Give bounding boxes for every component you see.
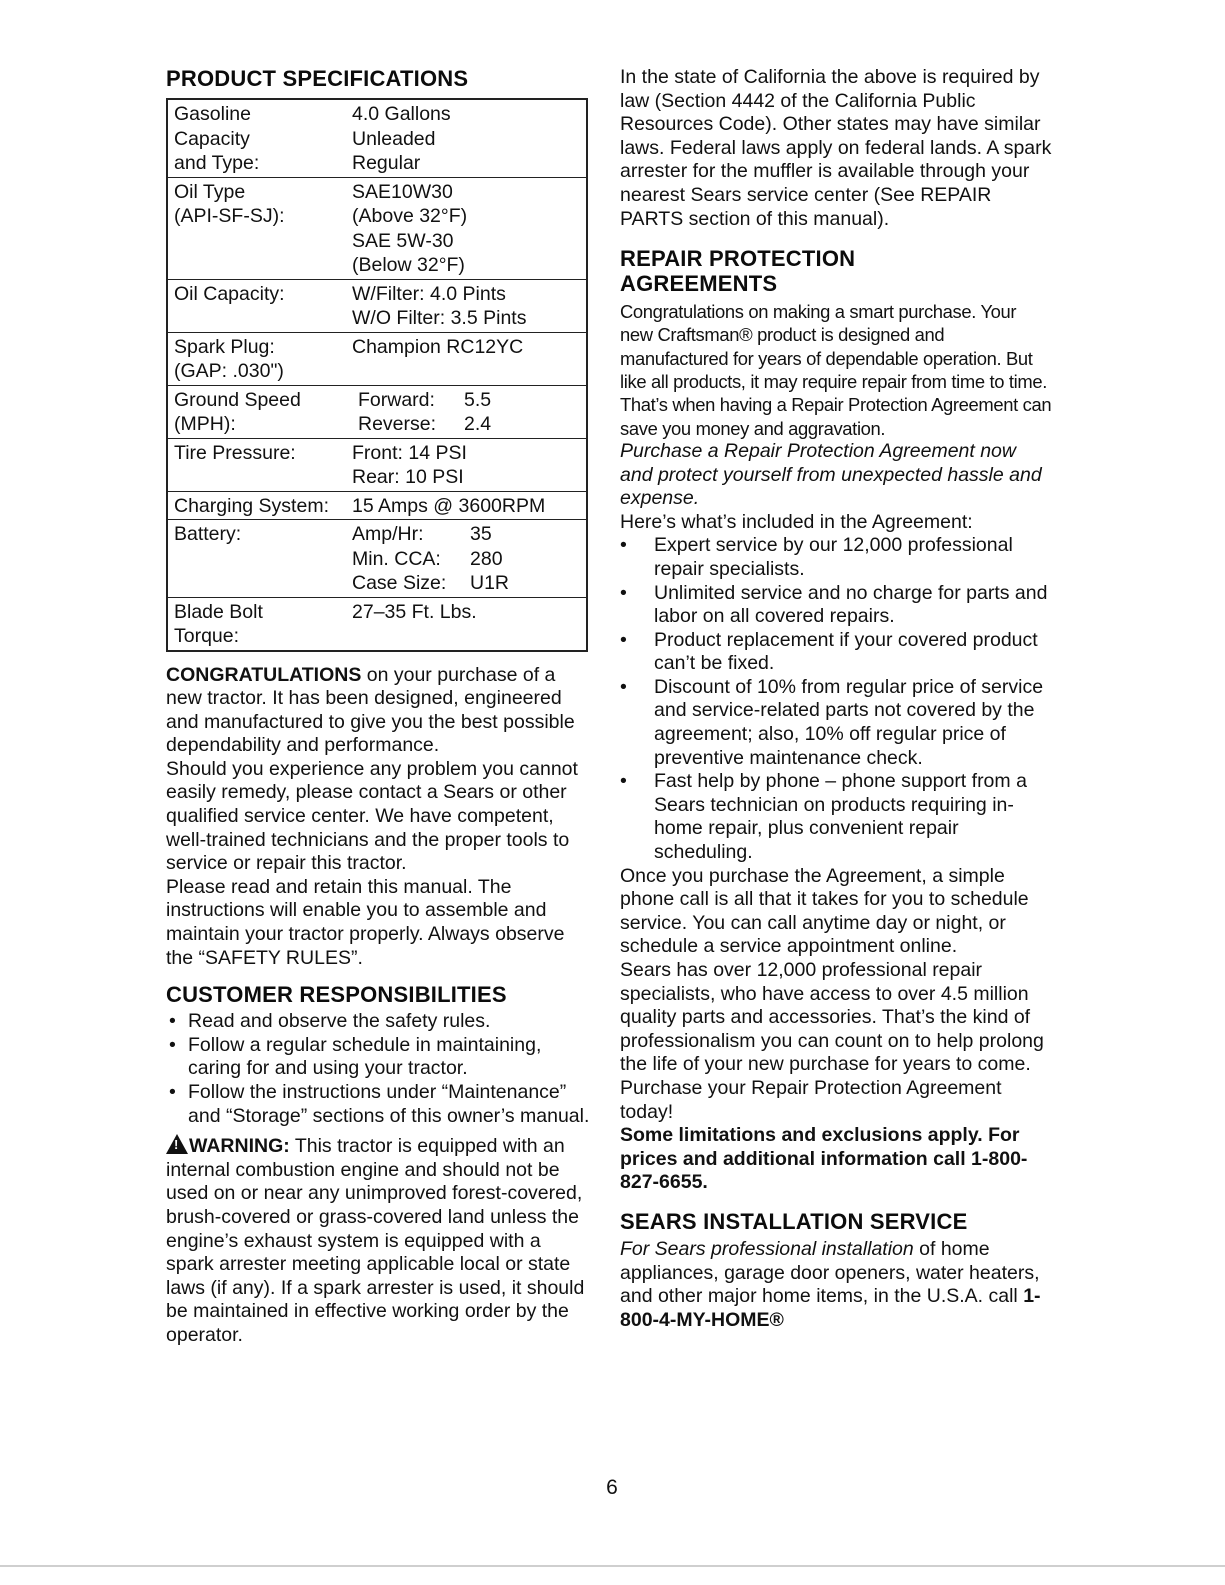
product-specifications-heading: PRODUCT SPECIFICATIONS (166, 66, 469, 91)
spec-value: W/Filter: 4.0 Pints (352, 282, 506, 305)
problem-paragraph: Should you experience any problem you cannot easily remedy, please contact a Sears or other qualified service center. We have competent, well-trained technicians and the proper tools to service or repair this tractor. (166, 757, 578, 875)
spec-value: Champion RC12YC (352, 335, 524, 358)
spec-value-cell (348, 279, 587, 332)
spec-value: Unleaded (352, 127, 436, 150)
spec-label: Ground Speed (174, 388, 301, 411)
table-row (167, 520, 587, 598)
spec-value-key: Case Size: (352, 572, 447, 594)
installation-text: of home appliances, garage door openers, water heaters, and other major home items, in the U.S.A. call (620, 1237, 1040, 1308)
spec-value: Front: 14 PSI (352, 441, 467, 464)
table-row (167, 99, 587, 177)
spec-label: Battery: (174, 523, 242, 545)
list-item: • Discount of 10% from regular price of service and service-related parts not covered by the agreement; also, 10% off regular price of preventive maintenance check. (620, 676, 1052, 770)
spec-label-cell (167, 438, 348, 491)
spec-value-pair (358, 388, 582, 413)
list-item: • Follow the instructions under “Maintenance” and “Storage” sections of this owner’s manual. (166, 1081, 592, 1128)
spec-label: (MPH): (174, 413, 236, 435)
right-column (620, 66, 1052, 1332)
spec-value-key: Min. CCA: (352, 547, 441, 570)
repair-protection-heading (620, 246, 1052, 296)
california-paragraph: In the state of California the above is required by law (Section 4442 of the California Public Resources Code). Other states may have similar laws. Federal laws apply on federal lands. A spark arrester for the muffler is available through your nearest Sears service center (See REPAIR PARTS section of this manual). (620, 66, 1052, 230)
spec-value: 5.5 (464, 388, 492, 411)
spec-value-cell (348, 438, 587, 491)
spec-label: Tire Pressure: (174, 441, 296, 464)
spec-label-cell (167, 491, 348, 520)
installation-italic: For Sears professional installation (620, 1237, 914, 1260)
installation-phone: 1-800-4-MY-HOME® (620, 1285, 1041, 1331)
spec-value: 27–35 Ft. Lbs. (352, 600, 477, 623)
spec-label-cell (167, 385, 348, 438)
specifications-table (166, 98, 588, 652)
spec-value-cell (348, 491, 587, 520)
warning-text: This tractor is equipped with an internal combustion engine and should not be used on or near any unimproved forest-covered, brush-covered or grass-covered land unless the engine’s exhaust system is equipped with a spark arrester meeting applicable local or state laws (if any). If a spark arrester is used, it should be maintained in effective working order by the operator. (166, 1135, 585, 1346)
spec-label: Oil Type (174, 180, 246, 203)
spec-label: Spark Plug: (174, 335, 275, 358)
responsibilities-list (166, 1010, 592, 1128)
spec-label: Gasoline (174, 103, 251, 125)
repair-protection-title-line1: REPAIR PROTECTION (620, 246, 856, 272)
table-row (167, 332, 587, 385)
warning-icon (166, 1134, 188, 1154)
spec-value: 2.4 (464, 413, 492, 435)
spec-value: Rear: 10 PSI (352, 466, 464, 488)
once-purchased-paragraph: Once you purchase the Agreement, a simple phone call is all that it takes for you to schedule service. You can call anytime day or night, or schedule a service appointment online. (620, 864, 1029, 958)
spec-value-cell (348, 99, 587, 177)
spec-value: 35 (470, 523, 492, 545)
limitations-paragraph: Some limitations and exclusions apply. For prices and additional information call 1-800-827-6655. (620, 1124, 1028, 1194)
warning-label: WARNING: (189, 1135, 290, 1158)
spec-label-cell (167, 332, 348, 385)
repair-protection-italic: Purchase a Repair Protection Agreement now and protect yourself from unexpected hassle and expense. (620, 439, 1042, 510)
spec-value: SAE10W30 (352, 180, 453, 203)
spec-value-cell (348, 520, 587, 598)
spec-value-pair (358, 412, 582, 437)
spec-label-cell (167, 279, 348, 332)
spec-label-cell (167, 177, 348, 279)
installation-paragraph (620, 1238, 1052, 1332)
spec-label: Torque: (174, 625, 240, 647)
spec-value-cell (348, 177, 587, 279)
list-item: • Unlimited service and no charge for parts and labor on all covered repairs. (620, 582, 1052, 629)
bottom-divider (0, 1565, 1225, 1567)
table-row (167, 438, 587, 491)
table-row (167, 491, 587, 520)
warning-paragraph (166, 1134, 592, 1347)
spec-value-key: Forward: (358, 388, 435, 411)
list-item: • Product replacement if your covered product can’t be fixed. (620, 629, 1052, 676)
spec-label: (GAP: .030") (174, 360, 284, 382)
sears-specialists-paragraph: Sears has over 12,000 professional repair specialists, who have access to over 4.5 million quality parts and accessories. That’s the kind of professionalism you can count on to help prolong the life of your new purchase for years to come. Purchase your Repair Protection Agreement today! (620, 959, 1044, 1123)
list-item: • Follow a regular schedule in maintaining, caring for and using your tractor. (166, 1034, 592, 1081)
spec-value: 280 (470, 547, 503, 570)
spec-value: 4.0 Gallons (352, 103, 451, 125)
spec-value-pair (352, 547, 582, 572)
spec-label: Oil Capacity: (174, 282, 285, 305)
installation-service-heading: SEARS INSTALLATION SERVICE (620, 1208, 968, 1234)
spec-value-pair (352, 522, 582, 547)
spec-label-cell (167, 520, 348, 598)
spec-value-key: Amp/Hr: (352, 523, 424, 545)
list-item: • Read and observe the safety rules. (166, 1010, 592, 1034)
spec-value: Regular (352, 152, 421, 174)
read-manual-paragraph: Please read and retain this manual. The instructions will enable you to assemble and maintain your tractor properly. Always observe the “SAFETY RULES”. (166, 875, 565, 969)
repair-protection-intro: Congratulations on making a smart purchase. Your new Craftsman® product is designed and manufactured for years of dependable operation. But like all products, it may require repair from time to time. That’s when having a Repair Protection Agreement can save you money and aggravation. (620, 301, 1052, 439)
left-column (166, 66, 592, 1348)
congratulations-text: on your purchase of a new tractor. It has been designed, engineered and manufactured to give you the best possible dependability and performance. (166, 663, 575, 757)
congratulations-paragraph (166, 664, 592, 758)
table-row (167, 279, 587, 332)
spec-value-key: Reverse: (358, 413, 437, 435)
spec-label-cell (167, 99, 348, 177)
congratulations-lead: CONGRATULATIONS (166, 663, 362, 686)
spec-value: U1R (470, 572, 510, 594)
spec-value: W/O Filter: 3.5 Pints (352, 307, 527, 329)
list-item: • Expert service by our 12,000 professional repair specialists. (620, 534, 1052, 581)
spec-value: (Above 32°F) (352, 205, 468, 227)
spec-value: SAE 5W-30 (352, 229, 454, 252)
table-row (167, 597, 587, 651)
spec-value: 15 Amps @ 3600RPM (352, 494, 546, 517)
spec-label-cell (167, 597, 348, 651)
spec-value: (Below 32°F) (352, 254, 465, 276)
spec-label: and Type: (174, 152, 260, 174)
repair-protection-title-line2: AGREEMENTS (620, 271, 778, 297)
included-intro: Here’s what’s included in the Agreement: (620, 510, 973, 533)
page-number: 6 (606, 1476, 618, 1499)
spec-label: Blade Bolt (174, 600, 263, 623)
list-item: • Fast help by phone – phone support from a Sears technician on products requiring in-home repair, plus convenient repair scheduling. (620, 770, 1052, 864)
spec-label: Charging System: (174, 494, 329, 517)
spec-label: Capacity (174, 127, 250, 150)
table-row (167, 177, 587, 279)
agreement-benefits-list (620, 534, 1052, 864)
spec-label: (API-SF-SJ): (174, 205, 285, 227)
customer-responsibilities-heading: CUSTOMER RESPONSIBILITIES (166, 982, 507, 1008)
spec-value-pair (352, 571, 582, 596)
spec-value-cell (348, 332, 587, 385)
spec-value-cell (348, 597, 587, 651)
table-row (167, 385, 587, 438)
spec-value-cell (348, 385, 587, 438)
